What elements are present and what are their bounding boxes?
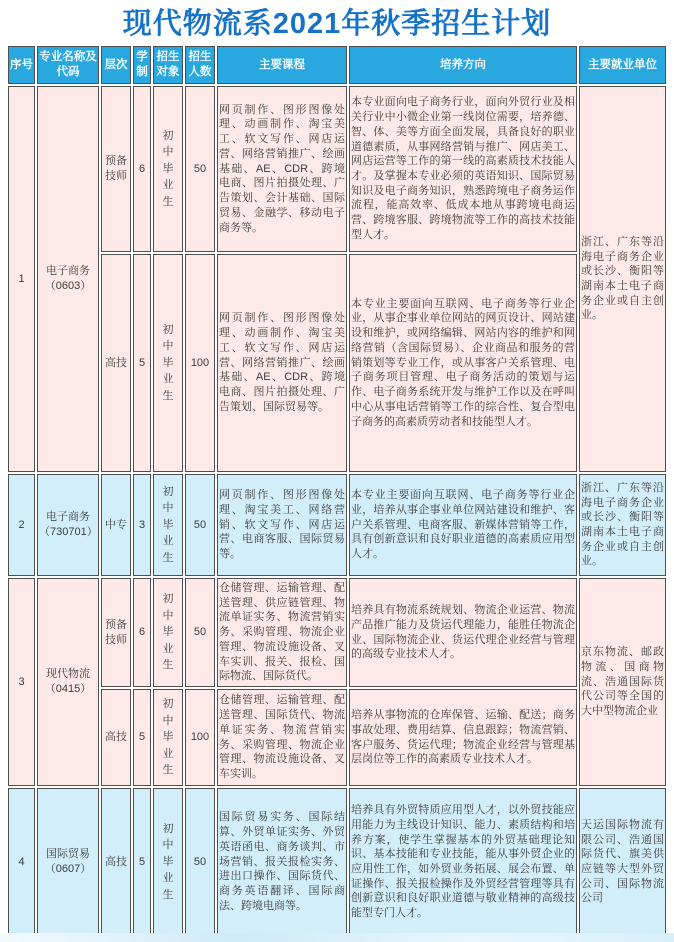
cell-level: 高技	[101, 689, 131, 786]
cell-employer: 天运国际物流有限公司、浩通国际货代、旗美供应链等大型外贸公司、国际物流公司	[579, 788, 666, 936]
cell-direction: 本专业主要面向互联网、电子商务等行业企业，从事企事业单位网站的网页设计、网站建设和维护，或网络编辑、网站内容的维护和网络营销（含国际贸易）、企业商品和服务的营销策划等专业工作，或从事客户关系管理、电子商务项目管理、电子商务活动的策划与运作、电子商务系统开发与维护工作以及在呼叫中心从事电话营销等工作的综合性、复合型电子商务的高素质劳动者和技能型人才。	[349, 254, 577, 472]
cell-years: 5	[133, 788, 151, 936]
cell-quota: 100	[185, 254, 215, 472]
cell-target	[153, 86, 183, 252]
cell-employer: 浙江、广东等沿海电子商务企业或长沙、衡阳等湖南本土电子商务企业或自主创业。	[579, 474, 666, 576]
cell-level: 高技	[101, 788, 131, 936]
cell-level: 预备技师	[101, 578, 131, 687]
cell-quota: 50	[185, 86, 215, 252]
cell-no: 4	[8, 788, 35, 936]
cell-no: 3	[8, 578, 35, 786]
table-row	[8, 689, 666, 786]
enrollment-table	[6, 44, 668, 938]
table-header-row	[8, 46, 666, 84]
cell-target	[153, 788, 183, 936]
cell-employer: 京东物流、邮政物流、国商物流、浩通国际货代公司等全国的大中型物流企业	[579, 578, 666, 786]
cell-years: 3	[133, 474, 151, 576]
cell-no: 2	[8, 474, 35, 576]
cell-level: 高技	[101, 254, 131, 472]
cell-major: 电子商务（730701）	[37, 474, 99, 576]
table-row	[8, 254, 666, 472]
cell-quota: 50	[185, 578, 215, 687]
cell-direction: 培养具有外贸特质应用型人才，以外贸技能应用能力为主线设计知识、能力、素质结构和培养方案，使学生掌握基本的外贸基础理论知识、基本技能和专业技能，能从事外贸企业的应用性工作，如外贸业务拓展、展会布置、单证操作、报关报检操作及外贸经营管理等具有创新意识和良好职业道德与敬业精神的高级技能型专门人才。	[349, 788, 577, 936]
table-row	[8, 788, 666, 936]
cell-years: 6	[133, 86, 151, 252]
col-header-direction: 培养方向	[349, 46, 577, 84]
cell-courses: 国际贸易实务、国际结算、外贸单证实务、外贸英语函电、商务谈判、市场营销、报关报检实务、进出口操作、国际货代、商务英语翻译、国际商法、跨境电商等。	[217, 788, 347, 936]
cell-major: 现代物流（0415）	[37, 578, 99, 786]
col-header-major: 专业名称及代码	[37, 46, 99, 84]
cell-major: 国际贸易（0607）	[37, 788, 99, 936]
cell-direction: 培养从事物流的仓库保管、运输、配送；商务事故处理、费用结算、信息跟踪；物流营销、客户服务、货运代理；物流企业经营与管理基层岗位等工作的高素质专业技术人才。	[349, 689, 577, 786]
cell-direction: 培养具有物流系统规划、物流企业运营、物流产品推广能力及货运代理能力，能胜任物流企业、国际物流企业、货运代理企业经营与管理的高级专业技术人才。	[349, 578, 577, 687]
cell-courses: 网页制作、图形图像处理、动画制作、淘宝美工、软文写作、网店运营、网络营销推广、绘画基础、AE、CDR、跨境电商、图片拍摄处理、广告策划、会计基础、国际贸易、金融学、移动电子商务等。	[217, 86, 347, 252]
cell-years: 5	[133, 254, 151, 472]
table-row	[8, 578, 666, 687]
cell-direction: 本专业主要面向互联网、电子商务等行业企业，培养从事企事业单位网站建设和维护、客户关系管理、电商客服、新媒体营销等工作，具有创新意识和良好职业道德的高素质应用型人才。	[349, 474, 577, 576]
cell-target	[153, 578, 183, 687]
target-vertical-text: 初中毕业生	[162, 822, 174, 901]
cell-courses: 仓储管理、运输管理、配送管理、国际货代、物流单证实务、物流营销实务、采购管理、物流企业管理、物流设施设备、叉车实训。	[217, 689, 347, 786]
bottom-wave-decoration	[0, 933, 674, 942]
cell-level: 预备技师	[101, 86, 131, 252]
target-vertical-text: 初中毕业生	[162, 323, 174, 402]
cell-target	[153, 689, 183, 786]
target-vertical-text: 初中毕业生	[162, 129, 174, 208]
cell-courses: 仓储管理、运输管理、配送管理、供应链管理、物流单证实务、物流营销实务、采购管理、物流企业管理、物流设施设备、叉车实训、报关、报检、国际物流、国际货代。	[217, 578, 347, 687]
cell-quota: 100	[185, 689, 215, 786]
col-header-years: 学制	[133, 46, 151, 84]
cell-quota: 50	[185, 474, 215, 576]
cell-major: 电子商务（0603）	[37, 86, 99, 472]
col-header-courses: 主要课程	[217, 46, 347, 84]
col-header-quota: 招生人数	[185, 46, 215, 84]
table-row	[8, 86, 666, 252]
cell-courses: 网页制作、图形图像处理、淘宝美工、网络营销、软文写作、网店运营、电商客服、国际贸易等。	[217, 474, 347, 576]
page-title: 现代物流系2021年秋季招生计划	[122, 8, 552, 40]
cell-level: 中专	[101, 474, 131, 576]
col-header-level: 层次	[101, 46, 131, 84]
cell-employer: 浙江、广东等沿海电子商务企业或长沙、衡阳等湖南本土电子商务企业或自主创业。	[579, 86, 666, 472]
cell-target	[153, 254, 183, 472]
cell-direction: 本专业面向电子商务行业，面向外贸行业及相关行业中小微企业第一线岗位需要，培养德、智、体、美等方面全面发展，具备良好的职业道德素质，从事网络营销与推广、网店美工、网店运营等工作的第一线的高素质技术技能人才。及掌握本专业必须的英语知识、国际贸易知识及电子商务知识，熟悉跨境电子商务运作流程，能高效率、低成本地从事跨境电商运营、跨境客服、跨境物流等工作的高技术技能型人才。	[349, 86, 577, 252]
table-row	[8, 474, 666, 576]
target-vertical-text: 初中毕业生	[162, 698, 174, 777]
col-header-employer: 主要就业单位	[579, 46, 666, 84]
col-header-no: 序号	[8, 46, 35, 84]
cell-no: 1	[8, 86, 35, 472]
target-vertical-text: 初中毕业生	[162, 593, 174, 672]
cell-quota: 50	[185, 788, 215, 936]
cell-courses: 网页制作、图形图像处理、动画制作、淘宝美工、软文写作、网店运营、网络营销推广、绘画基础、AE、CDR、跨境电商、图片拍摄处理、广告策划、国际贸易等。	[217, 254, 347, 472]
cell-years: 5	[133, 689, 151, 786]
col-header-target: 招生对象	[153, 46, 183, 84]
cell-target	[153, 474, 183, 576]
target-vertical-text: 初中毕业生	[162, 485, 174, 564]
cell-years: 6	[133, 578, 151, 687]
